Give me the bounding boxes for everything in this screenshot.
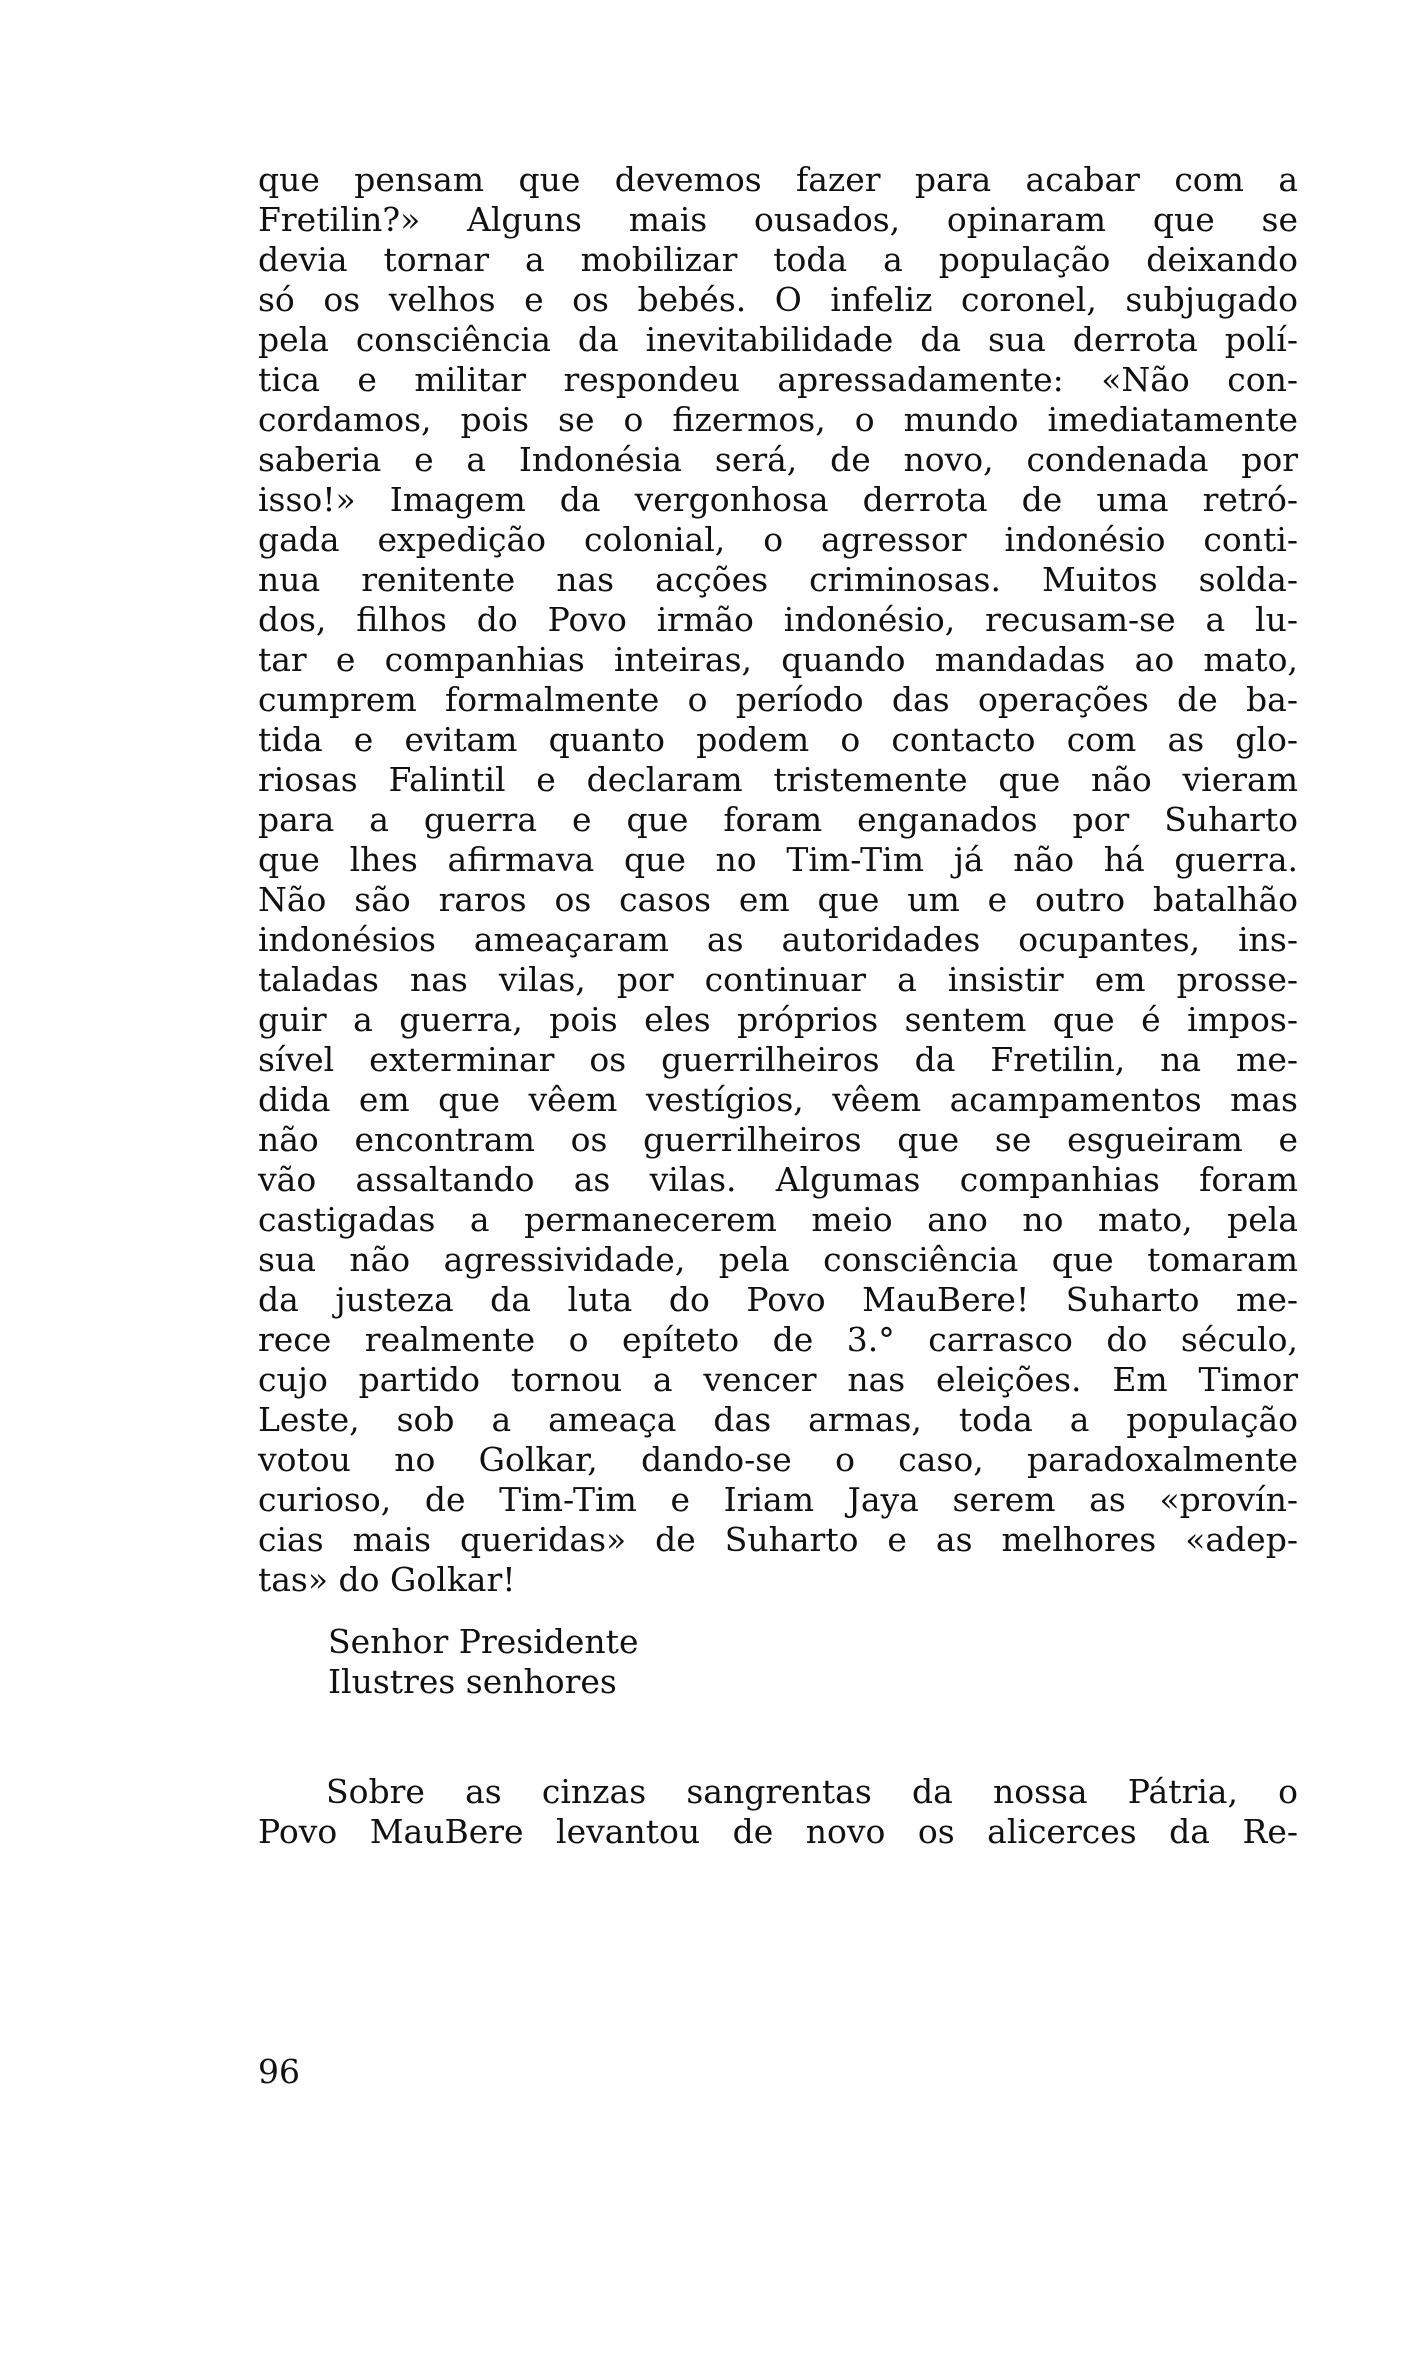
text-line: pela consciência da inevitabilidade da sua derrota polí-	[258, 320, 1298, 359]
text-line: Sobre as cinzas sangrentas da nossa Pátria, o	[326, 1772, 1298, 1811]
text-line: tas» do Golkar!	[258, 1560, 516, 1599]
text-line: saberia e a Indonésia será, de novo, condenada por	[258, 440, 1298, 479]
page-number: 96	[258, 2052, 300, 2091]
text-line: isso!» Imagem da vergonhosa derrota de uma retró-	[258, 480, 1298, 519]
text-line: dos, filhos do Povo irmão indonésio, recusam-se a lu-	[258, 600, 1298, 639]
text-line: tar e companhias inteiras, quando mandadas ao mato,	[258, 640, 1298, 679]
text-line: tica e militar respondeu apressadamente: «Não con-	[258, 360, 1298, 399]
text-line: Fretilin?» Alguns mais ousados, opinaram que se	[258, 200, 1298, 239]
text-line: taladas nas vilas, por continuar a insistir em prosse-	[258, 960, 1298, 999]
text-line: guir a guerra, pois eles próprios sentem que é impos-	[258, 1000, 1298, 1039]
text-line: rece realmente o epíteto de 3.° carrasco do século,	[258, 1320, 1298, 1359]
text-line: para a guerra e que foram enganados por Suharto	[258, 800, 1298, 839]
salutation-line: Senhor Presidente	[328, 1622, 639, 1661]
text-line: tida e evitam quanto podem o contacto com as glo-	[258, 720, 1298, 759]
text-line: cias mais queridas» de Suharto e as melhores «adep-	[258, 1520, 1298, 1559]
text-line: vão assaltando as vilas. Algumas companhias foram	[258, 1160, 1298, 1199]
text-line: cordamos, pois se o fizermos, o mundo imediatamente	[258, 400, 1298, 439]
text-line: da justeza da luta do Povo MauBere! Suharto me-	[258, 1280, 1298, 1319]
text-line: riosas Falintil e declaram tristemente que não vieram	[258, 760, 1298, 799]
text-line: cujo partido tornou a vencer nas eleições. Em Timor	[258, 1360, 1298, 1399]
text-line: nua renitente nas acções criminosas. Muitos solda-	[258, 560, 1298, 599]
text-line: sua não agressividade, pela consciência que tomaram	[258, 1240, 1298, 1279]
text-line: Leste, sob a ameaça das armas, toda a população	[258, 1400, 1298, 1439]
text-line: que lhes afirmava que no Tim-Tim já não há guerra.	[258, 840, 1298, 879]
text-line: que pensam que devemos fazer para acabar com a	[258, 160, 1298, 199]
text-line: votou no Golkar, dando-se o caso, paradoxalmente	[258, 1440, 1298, 1479]
text-line: castigadas a permanecerem meio ano no mato, pela	[258, 1200, 1298, 1239]
text-line: gada expedição colonial, o agressor indonésio conti-	[258, 520, 1298, 559]
text-line: só os velhos e os bebés. O infeliz coronel, subjugado	[258, 280, 1298, 319]
text-line: devia tornar a mobilizar toda a população deixando	[258, 240, 1298, 279]
salutation-line: Ilustres senhores	[328, 1662, 617, 1701]
text-line: curioso, de Tim-Tim e Iriam Jaya serem as «provín-	[258, 1480, 1298, 1519]
text-line: Não são raros os casos em que um e outro batalhão	[258, 880, 1298, 919]
text-line: sível exterminar os guerrilheiros da Fretilin, na me-	[258, 1040, 1298, 1079]
text-line: não encontram os guerrilheiros que se esgueiram e	[258, 1120, 1298, 1159]
text-line: indonésios ameaçaram as autoridades ocupantes, ins-	[258, 920, 1298, 959]
text-line: cumprem formalmente o período das operações de ba-	[258, 680, 1298, 719]
text-line: dida em que vêem vestígios, vêem acampamentos mas	[258, 1080, 1298, 1119]
text-line: Povo MauBere levantou de novo os alicerces da Re-	[258, 1812, 1298, 1851]
